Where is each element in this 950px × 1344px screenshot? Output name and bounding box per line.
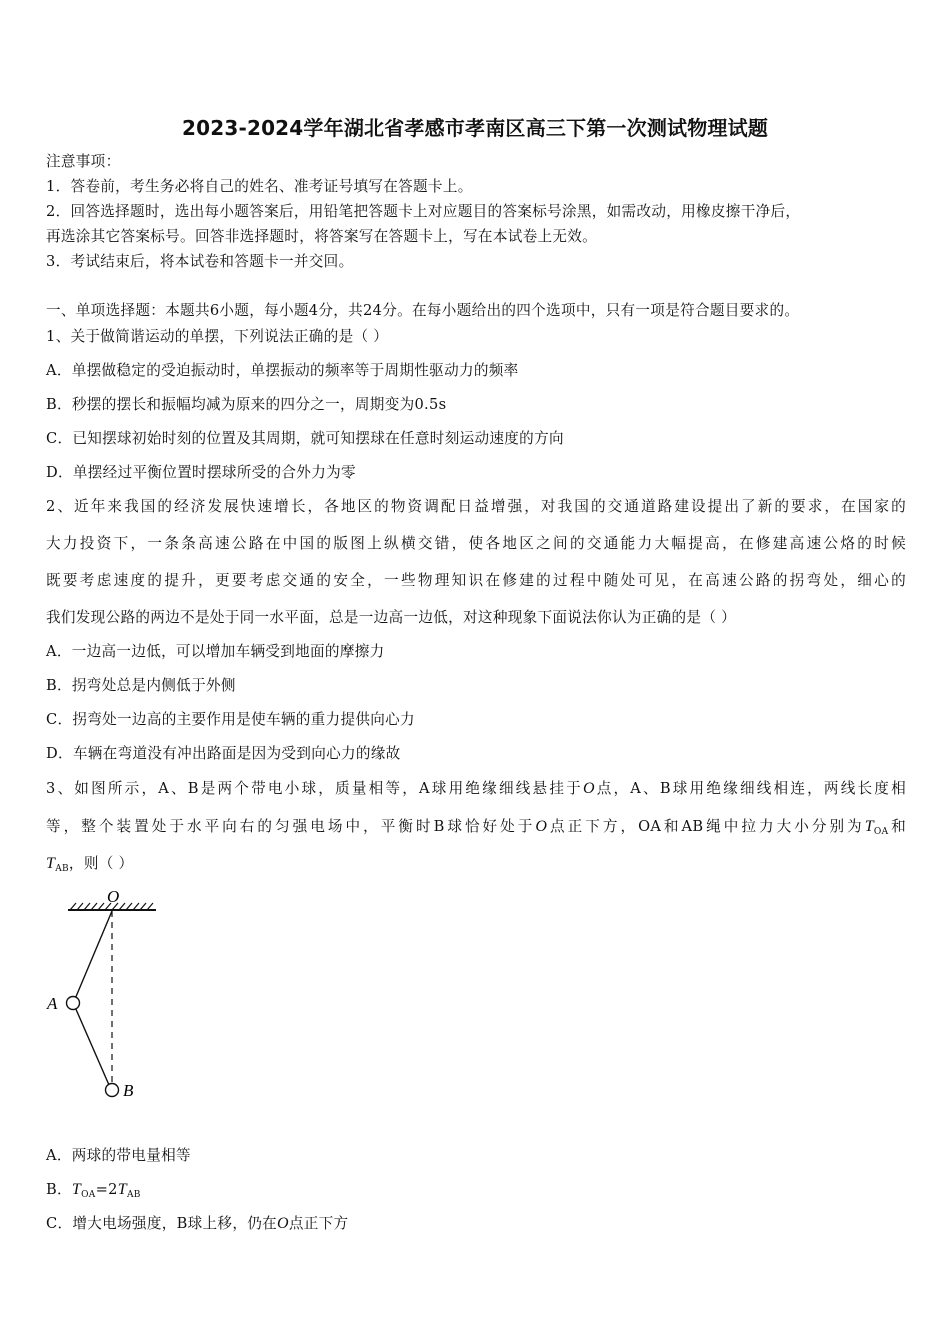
notice-item-1: 1．答卷前，考生务必将自己的姓名、准考证号填写在答题卡上。 xyxy=(46,178,473,195)
ball-b xyxy=(106,1084,119,1097)
q2-stem-line-1: 2、近年来我国的经济发展快速增长，各地区的物资调配日益增强，对我国的交通道路建设提出了新的要求，在国家的 xyxy=(46,498,906,515)
q1-option-d: D．单摆经过平衡位置时摆球所受的合外力为零 xyxy=(46,464,356,481)
q2-option-d: D．车辆在弯道没有冲出路面是因为受到向心力的缘故 xyxy=(46,745,401,762)
q2-option-b: B．拐弯处总是内侧低于外侧 xyxy=(46,677,236,694)
q1-option-b: B．秒摆的摆长和振幅均减为原来的四分之一，周期变为0.5s xyxy=(46,396,447,413)
q2-stem-line-3: 既要考虑速度的提升，更要考虑交通的安全，一些物理知识在修建的过程中随处可见，在高速公路的拐弯处，细心的 xyxy=(46,572,906,589)
section-heading: 一、单项选择题：本题共6小题，每小题4分，共24分。在每小题给出的四个选项中，只有一项是符合题目要求的。 xyxy=(46,302,800,319)
page-title: 2023-2024学年湖北省孝感市孝南区高三下第一次测试物理试题 xyxy=(181,116,769,140)
label-b: B xyxy=(123,1081,134,1100)
pendulum-figure xyxy=(40,880,170,1110)
q3-stem-line-2: 等，整个装置处于水平向右的匀强电场中，平衡时B球恰好处于O点正下方，OA和AB绳中拉力大小分别为$T_{OA}$和 xyxy=(46,818,906,837)
string-ab xyxy=(75,1007,109,1085)
notice-heading: 注意事项： xyxy=(46,153,121,170)
string-oa xyxy=(75,911,112,999)
label-a: A xyxy=(47,994,58,1013)
ball-a xyxy=(67,997,80,1010)
q1-option-c: C．已知摆球初始时刻的位置及其周期，就可知摆球在任意时刻运动速度的方向 xyxy=(46,430,564,447)
q1-stem: 1、关于做简谐运动的单摆，下列说法正确的是（ ） xyxy=(46,328,389,345)
q1-option-a: A．单摆做稳定的受迫振动时，单摆振动的频率等于周期性驱动力的频率 xyxy=(46,362,519,379)
q2-stem-line-4: 我们发现公路的两边不是处于同一水平面，总是一边高一边低，对这种现象下面说法你认为正确的是（ ） xyxy=(46,609,737,626)
q2-option-a: A．一边高一边低，可以增加车辆受到地面的摩擦力 xyxy=(46,643,385,660)
label-o: O xyxy=(107,887,120,906)
q2-stem-line-2: 大力投资下，一条条高速公路在中国的版图上纵横交错，使各地区之间的交通能力大幅提高，在修建高速公烙的时候 xyxy=(46,535,906,552)
q2-option-c: C．拐弯处一边高的主要作用是使车辆的重力提供向心力 xyxy=(46,711,415,728)
notice-item-3: 3．考试结束后，将本试卷和答题卡一并交回。 xyxy=(46,253,354,270)
notice-item-2: 2．回答选择题时，选出每小题答案后，用铅笔把答题卡上对应题目的答案标号涂黑，如需改动，用橡皮擦干净后， xyxy=(46,203,801,220)
q3-option-b: B．$T_{OA}=2T_{AB}$ xyxy=(46,1181,141,1200)
q3-stem-line-1: 3、如图所示，A、B是两个带电小球，质量相等，A球用绝缘细线悬挂于O点，A、B球用绝缘细线相连，两线长度相 xyxy=(46,780,906,797)
q3-stem-line-3: $T_{AB}$，则（ ） xyxy=(46,855,134,874)
q3-option-a: A．两球的带电量相等 xyxy=(46,1147,191,1164)
notice-item-2-cont: 再选涂其它答案标号。回答非选择题时，将答案写在答题卡上，写在本试卷上无效。 xyxy=(46,228,598,245)
q3-option-c: C．增大电场强度，B球上移，仍在O点正下方 xyxy=(46,1215,349,1232)
